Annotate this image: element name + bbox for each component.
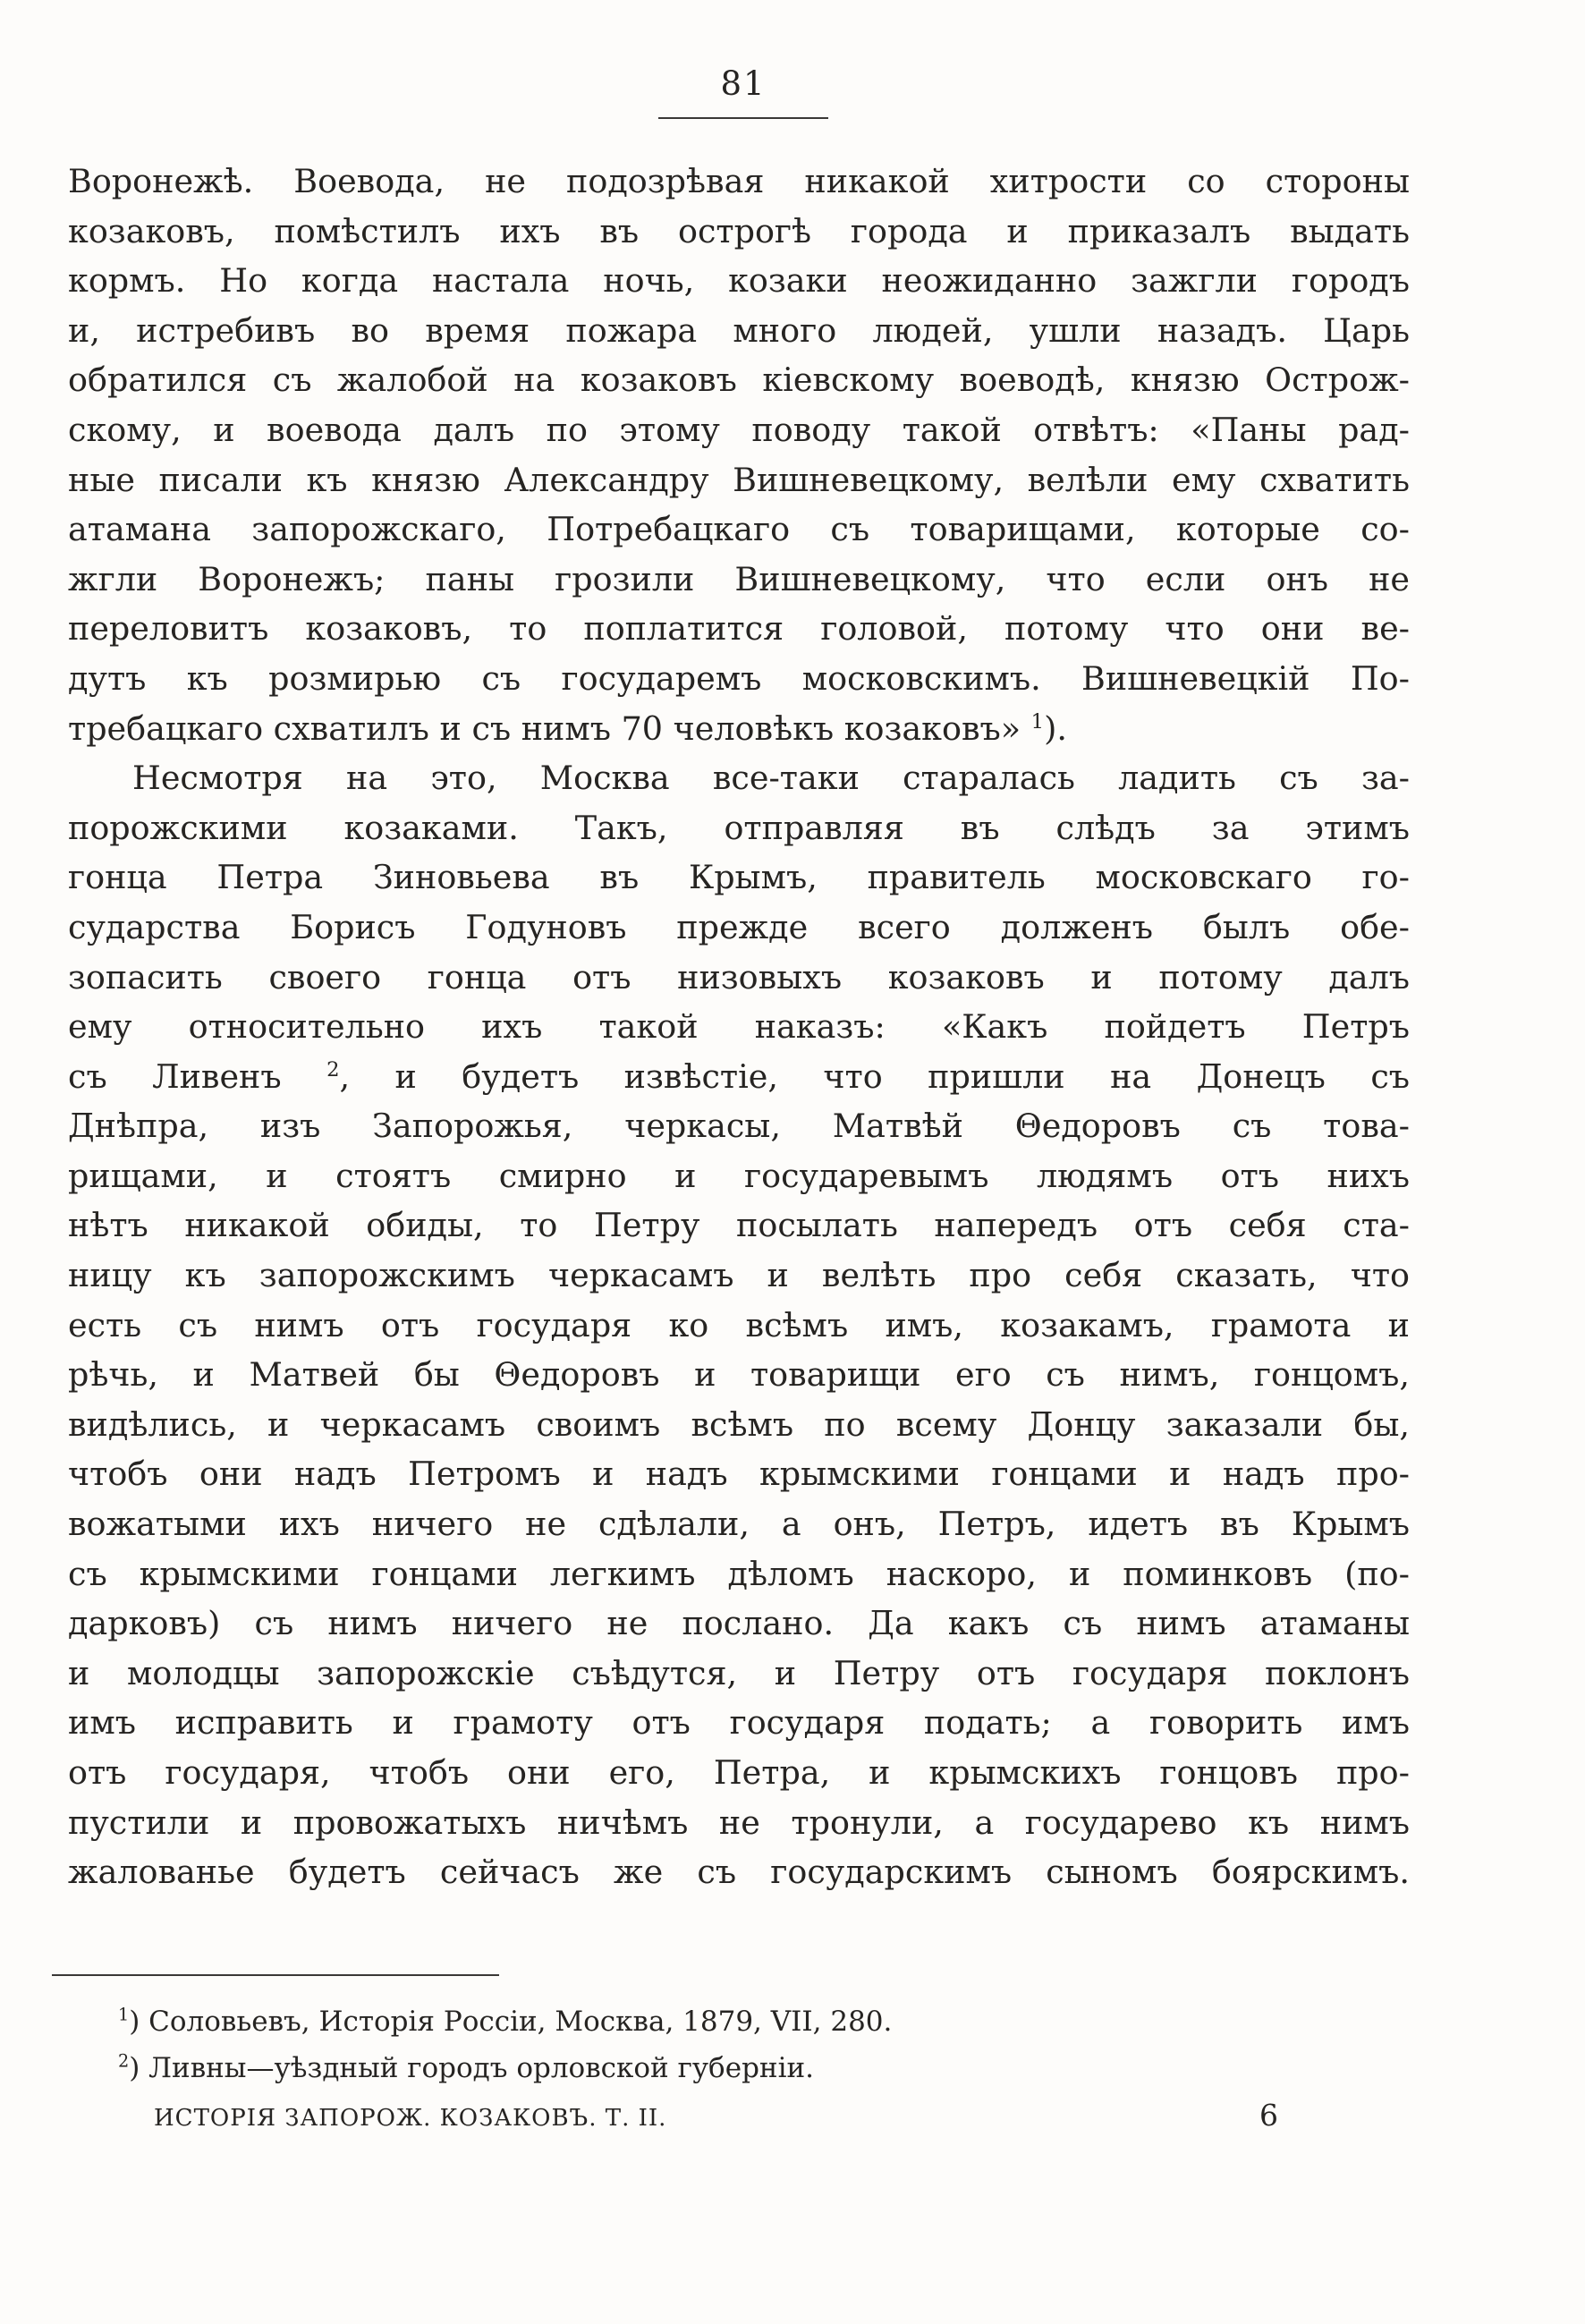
footnote-2 xyxy=(118,2045,1388,2091)
text-line-with-footnote xyxy=(68,1052,1410,1102)
text-line: рищами, и стоятъ смирно и государевымъ людямъ отъ нихъ xyxy=(68,1156,1410,1195)
text-line: рѣчь, и Матвей бы Θедоровъ и товарищи его съ нимъ, гонцомъ, xyxy=(68,1355,1410,1395)
text-line: обратился съ жалобой на козаковъ кіевскому воеводѣ, князю Острож- xyxy=(68,360,1410,400)
text-line: атамана запорожскаго, Потребацкаго съ товарищами, которые со- xyxy=(68,510,1410,549)
text-line: видѣлись, и черкасамъ своимъ всѣмъ по всему Донцу заказали бы, xyxy=(68,1404,1410,1444)
text-line: кормъ. Но когда настала ночь, козаки неожиданно зажгли городъ xyxy=(68,261,1410,301)
text-line: переловитъ козаковъ, то поплатится головой, потому что они ве- xyxy=(68,609,1410,649)
text-line: отъ государя, чтобъ они его, Петра, и крымскихъ гонцовъ про- xyxy=(68,1753,1410,1792)
footnote-text: ) Соловьевъ, Исторія Россіи, Москва, 1879, VII, 280. xyxy=(129,2006,893,2038)
text-line-segment: съ Ливенъ xyxy=(68,1056,282,1096)
text-line: ные писали къ князю Александру Вишневецкому, велѣли ему схватить xyxy=(68,460,1410,499)
footnote-ref-2: 2 xyxy=(326,1057,340,1081)
text-line: Днѣпра, изъ Запорожья, черкасы, Матвѣй Θедоровъ съ това- xyxy=(68,1107,1410,1146)
text-line: вожатыми ихъ ничего не сдѣлали, а онъ, Петръ, идетъ въ Крымъ xyxy=(68,1505,1410,1544)
text-line-segment: , и будетъ извѣстіе, что пришли на Донецъ съ xyxy=(339,1056,1410,1096)
text-line: дарковъ) съ нимъ ничего не послано. Да какъ съ нимъ атаманы xyxy=(68,1604,1410,1643)
text-line: гонца Петра Зиновьева въ Крымъ, правитель московскаго го- xyxy=(68,858,1410,897)
text-line: зопасить своего гонца отъ низовыхъ козаковъ и потому далъ xyxy=(68,957,1410,997)
footnote-ref-1-tail: ). xyxy=(1044,708,1067,748)
page-number: 81 xyxy=(720,64,767,103)
text-line-segment: требацкаго схватилъ и съ нимъ 70 человѣкъ козаковъ» xyxy=(68,708,1021,748)
text-line: Воронежѣ. Воевода, не подозрѣвая никакой хитрости со стороны xyxy=(68,162,1410,200)
text-line: и, истребивъ во время пожара много людей, ушли назадъ. Царь xyxy=(68,310,1410,350)
footnote-1 xyxy=(118,1998,1388,2045)
text-line: нѣтъ никакой обиды, то Петру посылать напередъ отъ себя ста- xyxy=(68,1206,1410,1245)
text-line-with-footnote xyxy=(68,704,1410,754)
text-line: дутъ къ розмирью съ государемъ московскимъ. Вишневецкій По- xyxy=(68,658,1410,698)
text-line: пустили и провожатыхъ ничѣмъ не тронули, а государево къ нимъ xyxy=(68,1802,1410,1842)
text-line: козаковъ, помѣстилъ ихъ въ острогѣ города и приказалъ выдать xyxy=(68,211,1410,250)
text-line: ему относительно ихъ такой наказъ: «Какъ пойдетъ Петръ xyxy=(68,1007,1410,1047)
page-number-rule xyxy=(658,117,828,119)
footnote-ref-1: 1 xyxy=(1030,709,1045,734)
footer-sheet-number: 6 xyxy=(1259,2098,1278,2133)
footnote-text: ) Ливны—уѣздный городъ орловской губерніи. xyxy=(129,2052,815,2084)
footnote-mark: 2 xyxy=(118,2050,130,2072)
text-line: съ крымскими гонцами легкимъ дѣломъ наскоро, и поминковъ (по- xyxy=(68,1554,1410,1593)
text-line: и молодцы запорожскіе съѣдутся, и Петру отъ государя поклонъ xyxy=(68,1653,1410,1692)
text-line: есть съ нимъ отъ государя ко всѣмъ имъ, козакамъ, грамота и xyxy=(68,1305,1410,1344)
text-line: имъ исправить и грамоту отъ государя подать; а говорить имъ xyxy=(68,1703,1410,1743)
text-line: чтобъ они надъ Петромъ и надъ крымскими гонцами и надъ про- xyxy=(68,1455,1410,1494)
footnote-mark: 1 xyxy=(118,2004,130,2025)
text-line: скому, и воевода далъ по этому поводу такой отвѣтъ: «Паны рад- xyxy=(68,410,1410,449)
text-line: сударства Борисъ Годуновъ прежде всего долженъ былъ обе- xyxy=(68,907,1410,946)
paragraph-start-line: Несмотря на это, Москва все-таки старалась ладить съ за- xyxy=(132,759,1410,798)
text-line: жгли Воронежъ; паны грозили Вишневецкому, что если онъ не xyxy=(68,559,1410,598)
text-line: жалованье будетъ сейчасъ же съ государскимъ сыномъ боярскимъ. xyxy=(68,1853,1410,1892)
body-text xyxy=(68,157,1410,1897)
text-line: порожскими козаками. Такъ, отправляя въ слѣдъ за этимъ xyxy=(68,808,1410,847)
footnotes xyxy=(118,1998,1388,2091)
footnote-rule xyxy=(52,1974,499,1976)
text-line: ницу къ запорожскимъ черкасамъ и велѣть про себя сказать, что xyxy=(68,1256,1410,1295)
footer-signature: ИСТОРІЯ ЗАПОРОЖ. КОЗАКОВЪ. Т. II. xyxy=(154,2105,667,2132)
